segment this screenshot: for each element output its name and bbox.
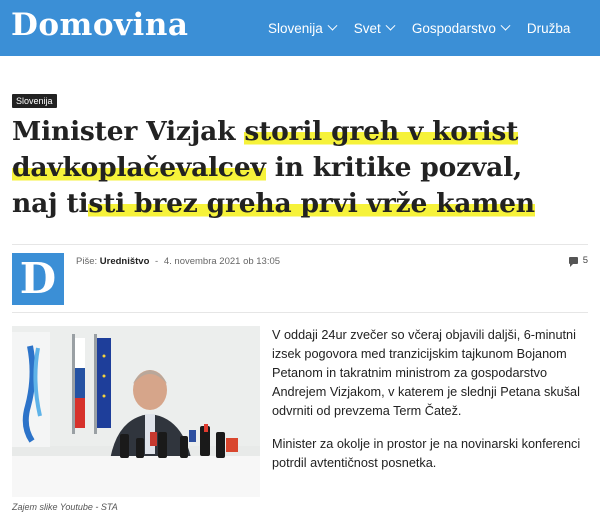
comment-icon	[569, 257, 578, 264]
headline-highlight: sti brez greha prvi vrže kamen	[88, 188, 535, 219]
nav-item-svet[interactable]	[354, 21, 394, 36]
headline-text: naj ti	[12, 188, 89, 219]
headline-text: Minister Vizjak	[12, 116, 245, 147]
author-link[interactable]: Uredništvo	[99, 256, 150, 267]
byline-prefix: Piše:	[76, 256, 98, 267]
category-badge[interactable]: Slovenija	[12, 94, 57, 108]
press-conference-photo	[12, 326, 260, 497]
nav-item-label: Svet	[353, 20, 381, 36]
chevron-down-icon	[500, 20, 510, 30]
headline-highlight: storil greh v korist	[244, 116, 519, 147]
nav-item-gospodarstvo[interactable]	[412, 21, 509, 36]
nav-item-label: Družba	[526, 20, 571, 36]
site-logo[interactable]: Domovina	[11, 7, 189, 43]
chevron-down-icon	[327, 20, 337, 30]
divider	[12, 312, 588, 313]
nav-item-slovenija[interactable]	[268, 21, 336, 36]
article-byline	[76, 256, 280, 267]
article-image	[12, 326, 260, 497]
article-paragraph: V oddaji 24ur zvečer so včeraj objavili daljši, 6-minutni izsek pogovora med tranzicijskim tajkunom Bojanom Petanom in takratnim ministrom za gospodarstvo Andrejem Vizjakom, v katerem je slednji Petana skušal odvrniti od prevzema Term Čatež.	[272, 328, 580, 418]
nav-item-label: Slovenija	[268, 20, 323, 36]
nav-item-druzba[interactable]	[527, 21, 571, 36]
avatar-letter: D	[19, 254, 57, 303]
author-avatar[interactable]	[12, 253, 64, 305]
main-nav	[268, 0, 588, 56]
comments-link[interactable]	[569, 255, 588, 266]
nav-item-label: Gospodarstvo	[411, 20, 496, 36]
article-body	[272, 326, 590, 487]
publish-date: 4. novembra 2021 ob 13:05	[163, 256, 281, 267]
byline-separator: -	[155, 256, 159, 267]
headline-text: in kritike pozval,	[265, 152, 522, 183]
site-header	[0, 0, 600, 56]
chevron-down-icon	[385, 20, 395, 30]
article-paragraph: Minister za okolje in prostor je na novinarski konferenci potrdil avtentičnost posnetka.	[272, 437, 581, 470]
article-headline	[12, 114, 592, 222]
divider	[12, 244, 588, 245]
comments-count: 5	[582, 255, 588, 266]
headline-highlight: davkoplačevalcev	[12, 152, 266, 183]
image-caption: Zajem slike Youtube - STA	[12, 502, 118, 512]
